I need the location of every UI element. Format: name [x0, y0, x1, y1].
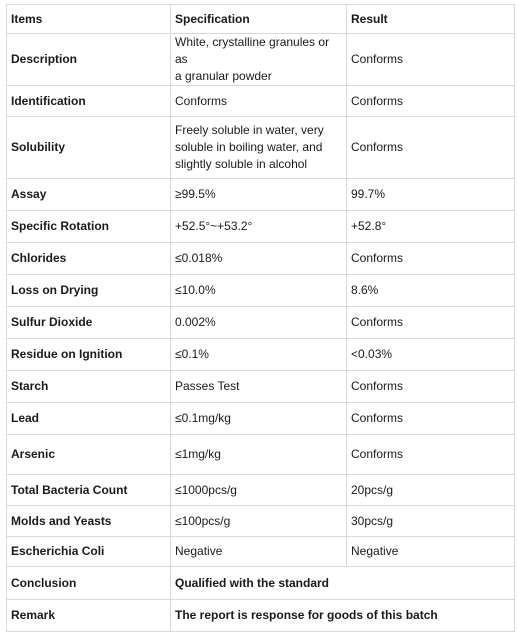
- table-row-solubility: [7, 117, 515, 179]
- result-cell: <0.03%: [347, 339, 515, 371]
- spec-cell: Passes Test: [171, 371, 347, 403]
- table-row-total-bacteria-count: [7, 475, 515, 506]
- item-cell: Identification: [7, 86, 171, 117]
- item-cell: Molds and Yeasts: [7, 506, 171, 537]
- table-row-loss-on-drying: [7, 275, 515, 307]
- table-row-identification: [7, 86, 515, 117]
- remark-label: Remark: [7, 600, 171, 632]
- table-row-molds-and-yeasts: [7, 506, 515, 537]
- spec-cell: 0.002%: [171, 307, 347, 339]
- item-cell: Escherichia Coli: [7, 537, 171, 567]
- result-cell: Conforms: [347, 403, 515, 435]
- spec-cell: ≤100pcs/g: [171, 506, 347, 537]
- spec-cell: [171, 34, 347, 86]
- spec-cell: ≤10.0%: [171, 275, 347, 307]
- table-row-escherichia-coli: [7, 537, 515, 567]
- result-cell: Conforms: [347, 34, 515, 86]
- item-cell: Starch: [7, 371, 171, 403]
- table-header-row: [7, 5, 515, 34]
- result-cell: Conforms: [347, 307, 515, 339]
- conclusion-label: Conclusion: [7, 567, 171, 600]
- item-cell: Assay: [7, 179, 171, 211]
- remark-value: The report is response for goods of this batch: [171, 600, 515, 632]
- result-cell: Conforms: [347, 371, 515, 403]
- result-cell: +52.8°: [347, 211, 515, 243]
- result-cell: Conforms: [347, 243, 515, 275]
- spec-cell: ≤0.1%: [171, 339, 347, 371]
- table-row-sulfur-dioxide: [7, 307, 515, 339]
- table-row-description: [7, 34, 515, 86]
- result-cell: Negative: [347, 537, 515, 567]
- item-cell: Chlorides: [7, 243, 171, 275]
- table-row-arsenic: [7, 435, 515, 475]
- spec-cell: +52.5°~+53.2°: [171, 211, 347, 243]
- conclusion-value: Qualified with the standard: [171, 567, 515, 600]
- result-cell: Conforms: [347, 435, 515, 475]
- table-row-residue-on-ignition: [7, 339, 515, 371]
- table-row-specific-rotation: [7, 211, 515, 243]
- spec-cell: ≥99.5%: [171, 179, 347, 211]
- spec-cell: Conforms: [171, 86, 347, 117]
- spec-line: Freely soluble in water, very: [175, 123, 324, 137]
- spec-line: soluble in boiling water, and: [175, 140, 323, 154]
- spec-cell: ≤0.1mg/kg: [171, 403, 347, 435]
- item-cell: Solubility: [7, 117, 171, 179]
- result-cell: 20pcs/g: [347, 475, 515, 506]
- item-cell: Specific Rotation: [7, 211, 171, 243]
- item-cell: Sulfur Dioxide: [7, 307, 171, 339]
- spec-line: slightly soluble in alcohol: [175, 157, 308, 171]
- item-cell: Residue on Ignition: [7, 339, 171, 371]
- table-row-assay: [7, 179, 515, 211]
- result-cell: Conforms: [347, 86, 515, 117]
- table-row-lead: [7, 403, 515, 435]
- specification-table: [6, 4, 515, 632]
- result-cell: 30pcs/g: [347, 506, 515, 537]
- item-cell: Lead: [7, 403, 171, 435]
- spec-cell: ≤1mg/kg: [171, 435, 347, 475]
- result-cell: 8.6%: [347, 275, 515, 307]
- table-row-conclusion: [7, 567, 515, 600]
- item-cell: Arsenic: [7, 435, 171, 475]
- result-cell: Conforms: [347, 117, 515, 179]
- spec-cell: [171, 117, 347, 179]
- spec-cell: ≤0.018%: [171, 243, 347, 275]
- header-result: Result: [347, 5, 515, 34]
- item-cell: Loss on Drying: [7, 275, 171, 307]
- result-cell: 99.7%: [347, 179, 515, 211]
- item-cell: Description: [7, 34, 171, 86]
- table-row-chlorides: [7, 243, 515, 275]
- table-row-remark: [7, 600, 515, 632]
- spec-cell: Negative: [171, 537, 347, 567]
- header-specification: Specification: [171, 5, 347, 34]
- spec-line: a granular powder: [175, 69, 272, 83]
- header-items: Items: [7, 5, 171, 34]
- item-cell: Total Bacteria Count: [7, 475, 171, 506]
- spec-cell: ≤1000pcs/g: [171, 475, 347, 506]
- table-row-starch: [7, 371, 515, 403]
- spec-line: White, crystalline granules or as: [175, 35, 330, 66]
